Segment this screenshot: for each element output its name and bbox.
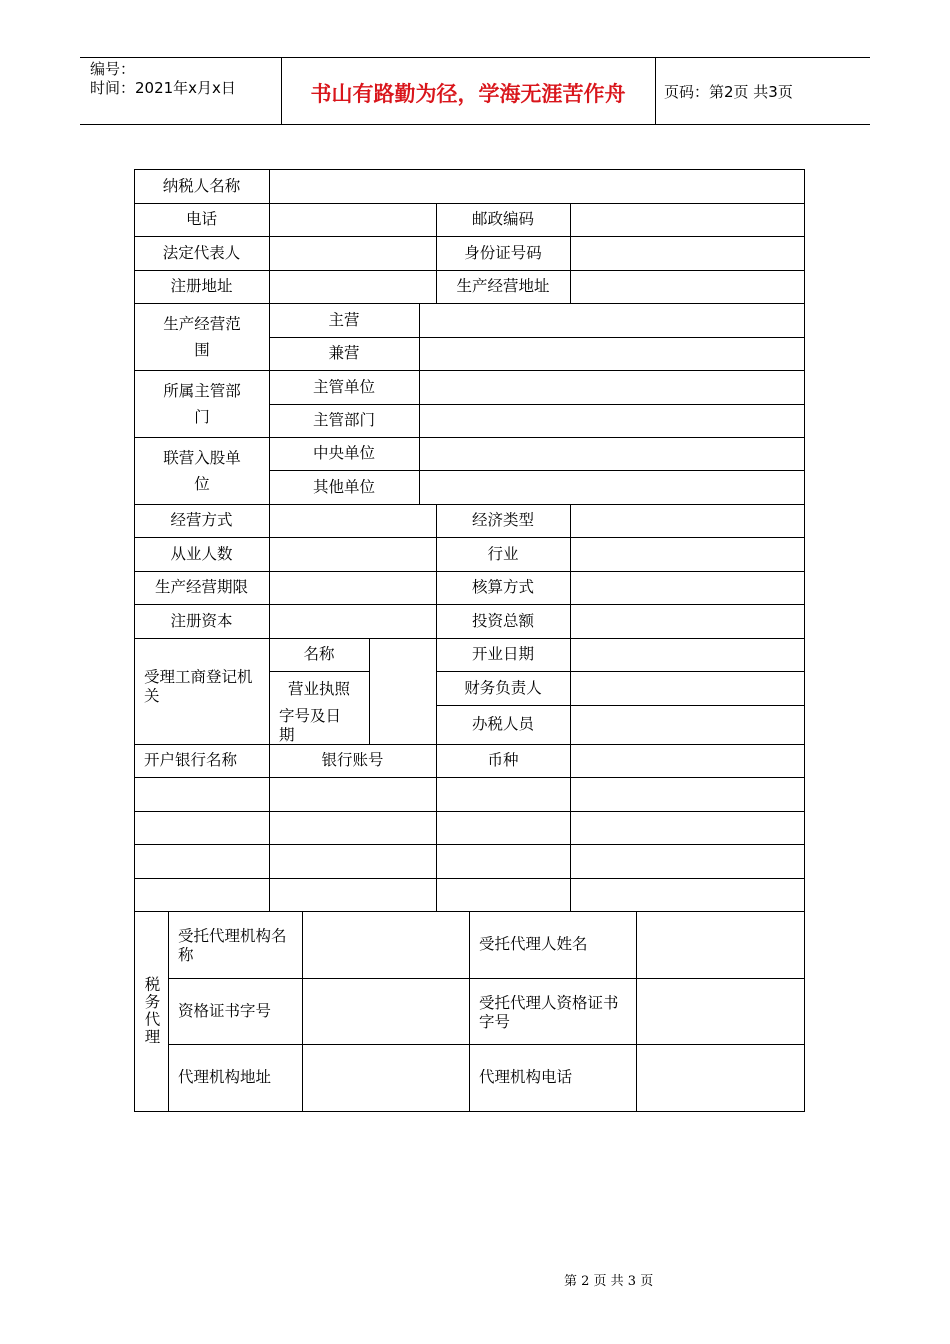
label-biz-scope: 生产经营范围 [163, 314, 241, 359]
label-reg-capital: 注册资本 [170, 611, 233, 630]
v-rule [419, 303, 420, 504]
v-rule [636, 911, 637, 1111]
label-agent-phone: 代理机构电话 [479, 1068, 573, 1086]
label-id-number: 身份证号码 [464, 243, 542, 262]
page-indicator: 页码：第2页 共3页 [664, 83, 793, 101]
header-bottom-rule [80, 124, 870, 125]
label-biz-mode: 经营方式 [170, 511, 233, 529]
label-econ-type: 经济类型 [471, 511, 534, 529]
label-biz-address: 生产经营地址 [456, 277, 550, 295]
v-rule [570, 504, 571, 911]
header-top-rule [80, 57, 870, 58]
label-central-unit: 中央单位 [312, 444, 375, 462]
label-phone: 电话 [185, 210, 217, 228]
h-rule [269, 671, 370, 672]
v-rule [269, 169, 270, 911]
label-other-unit: 其他单位 [312, 477, 375, 496]
label-supervisor-dept: 所属主管部门 [163, 381, 241, 426]
label-accounting: 核算方式 [471, 578, 534, 596]
label-supervisor-unit: 主管单位 [312, 377, 375, 396]
label-reg-authority: 受理工商登记机关 [144, 668, 253, 705]
label-postal-code: 邮政编码 [471, 210, 534, 228]
label-tax-staff: 办税人员 [471, 715, 534, 733]
label-license-no: 字号及日期 [279, 707, 342, 744]
label-legal-rep: 法定代表人 [162, 243, 241, 262]
h-rule [134, 844, 805, 845]
header-divider-2 [655, 57, 656, 125]
page-footer: 第 2 页 共 3 页 [564, 1274, 654, 1289]
label-investment: 投资总额 [471, 611, 534, 630]
label-supervisor-section: 主管部门 [312, 411, 375, 429]
h-rule [134, 777, 805, 778]
label-agent-address: 代理机构地址 [178, 1068, 272, 1086]
label-currency: 币种 [487, 751, 519, 769]
label-agent-org-name: 受托代理机构名称 [178, 927, 287, 964]
label-agent-person-name: 受托代理人姓名 [479, 935, 588, 953]
h-rule [134, 811, 805, 812]
label-finance-head: 财务负责人 [464, 678, 542, 697]
label-side-business: 兼营 [328, 344, 360, 362]
serial-label: 编号： [90, 60, 136, 78]
header-motto: 书山有路勤为径，学海无涯苦作舟 [310, 81, 626, 106]
label-employees: 从业人数 [170, 544, 233, 563]
label-bank-account: 银行账号 [321, 751, 384, 769]
label-cert-no: 资格证书字号 [178, 1001, 272, 1020]
form-border-bottom [134, 1111, 805, 1112]
h-rule [134, 878, 805, 879]
label-open-date: 开业日期 [471, 645, 534, 663]
label-tax-agent: 税务代理 [142, 976, 161, 1046]
label-reg-address: 注册地址 [170, 277, 233, 295]
label-industry: 行业 [487, 544, 519, 563]
time-label: 时间：2021年x月x日 [90, 79, 236, 97]
label-bank-name: 开户银行名称 [144, 751, 238, 769]
label-license: 营业执照 [287, 679, 350, 698]
label-name: 名称 [303, 645, 335, 663]
v-rule [369, 638, 370, 744]
label-joint-unit: 联营入股单位 [163, 448, 241, 493]
label-agent-cert-no: 受托代理人资格证书字号 [479, 994, 619, 1031]
label-taxpayer-name: 纳税人名称 [162, 176, 241, 195]
label-biz-period: 生产经营期限 [154, 578, 248, 596]
header-meta [90, 60, 236, 98]
v-rule [302, 911, 303, 1111]
form-border-right [804, 169, 805, 1112]
v-rule [570, 203, 571, 304]
label-main-business: 主营 [328, 310, 360, 329]
